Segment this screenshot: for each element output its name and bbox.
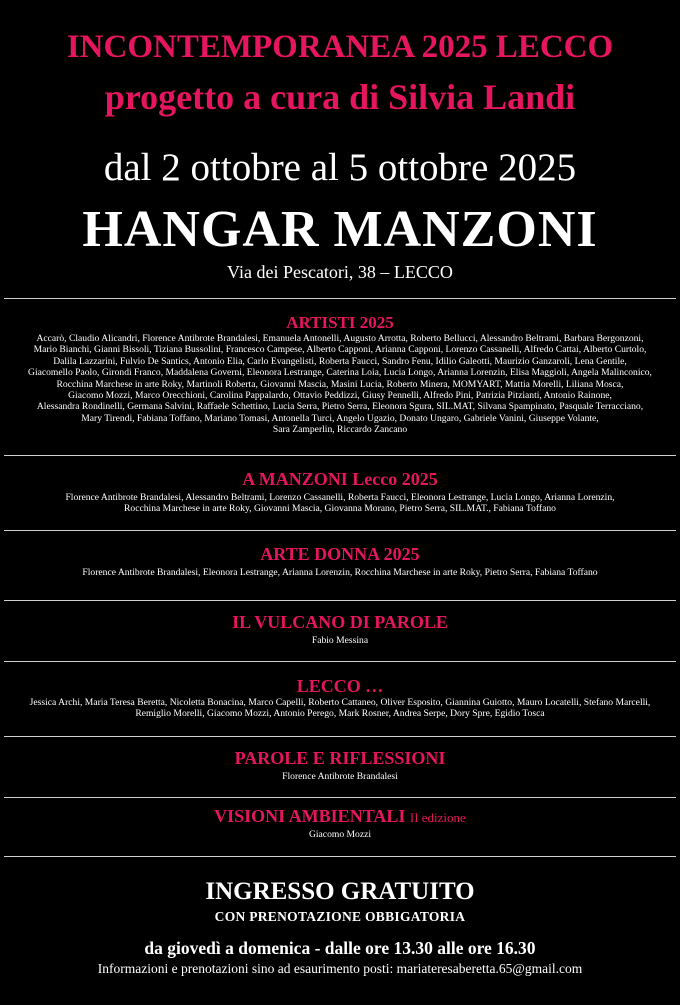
section-title-artisti: ARTISTI 2025: [286, 313, 394, 332]
artist-list: [6, 333, 674, 436]
section-title-parole: PAROLE E RIFLESSIONI: [234, 748, 446, 768]
venue-name: HANGAR MANZONI: [82, 201, 598, 258]
list-line: Alessandra Rondinelli, Germana Salvini, Raffaele Schettino, Lucia Serra, Pietro Serra, Eleonora Sgura, SIL.MAT, Silvana Spampinato, Pasquale Terracciano,: [36, 401, 644, 413]
section-title-manzoni: A MANZONI Lecco 2025: [242, 469, 438, 489]
list-line: Dalila Lazzarini, Fulvio De Santics, Antonio Elia, Carlo Evangelisti, Roberta Faucci, Sandro Fenu, Idilio Galeotti, Maurizio Ganzaroli, Lena Gentile,: [53, 355, 627, 367]
section-title-visioni: [0, 805, 680, 829]
list-line: Rocchina Marchese in arte Roky, Martinoli Roberta, Giovanni Mascia, Masini Lucia, Roberto Minera, MOMYART, Mattia Morelli, Liliana Mosca,: [56, 378, 624, 390]
section-title-vulcano: IL VULCANO DI PAROLE: [232, 612, 448, 632]
list-line: Florence Antibrote Brandalesi, Alessandro Beltrami, Lorenzo Cassanelli, Roberta Faucci, Eleonora Lestrange, Lucia Longo, Arianna Lorenzin,: [65, 492, 615, 503]
list-line: Giacomo Mozzi: [308, 829, 372, 840]
divider: [4, 736, 676, 737]
section-title-lecco: LECCO …: [296, 676, 384, 696]
divider: [4, 856, 676, 857]
divider: [4, 298, 676, 299]
list-line: Jessica Archi, Maria Teresa Beretta, Nicoletta Bonacina, Marco Capelli, Roberto Cattaneo, Oliver Esposito, Giannina Guiotto, Mauro Locatelli, Stefano Marcelli,: [29, 697, 651, 708]
list-line: Rocchina Marchese in arte Roky, Giovanni Mascia, Giovanna Morano, Pietro Serra, SIL.MAT., Fabiana Toffano: [124, 503, 556, 515]
opening-hours: da giovedì a domenica - dalle ore 13.30 alle ore 16.30: [144, 938, 536, 958]
curator-line: progetto a cura di Silvia Landi: [104, 77, 576, 117]
contact-info: Informazioni e prenotazioni sino ad esaurimento posti: mariateresaberetta.65@gmail.com: [97, 961, 583, 976]
divider: [4, 600, 676, 601]
section-title-arte-donna: ARTE DONNA 2025: [260, 544, 420, 564]
visioni-list: [6, 829, 674, 840]
free-entry-heading: INGRESSO GRATUITO: [205, 878, 475, 905]
list-line: Remiglio Morelli, Giacomo Mozzi, Antonio Perego, Mark Rosner, Andrea Serpe, Dory Spre, Egidio Tosca: [135, 708, 545, 720]
vulcano-list: [6, 635, 674, 646]
manzoni-list: [6, 492, 674, 515]
edition-label: II edizione: [409, 810, 466, 825]
event-title: INCONTEMPORANEA 2025 LECCO: [66, 29, 614, 65]
list-line: Sara Zamperlin, Riccardo Zancano: [272, 424, 408, 436]
list-line: Florence Antibrote Brandalesi: [282, 771, 398, 782]
list-line: Mary Tirendi, Fabiana Toffano, Mariano Tomasi, Antonella Turci, Angelo Ugazio, Donato Ungaro, Gabriele Vanini, Giuseppe Volante,: [81, 412, 599, 424]
parole-list: [6, 771, 674, 782]
arte-donna-list: [6, 567, 674, 578]
list-line: Fabio Messina: [311, 635, 369, 646]
list-line: Florence Antibrote Brandalesi, Eleonora Lestrange, Arianna Lorenzin, Rocchina Marchese in arte Roky, Pietro Serra, Fabiana Toffano: [82, 567, 598, 578]
list-line: Giacomo Mozzi, Marco Orecchioni, Carolina Pappalardo, Ottavio Peddizzi, Giusy Pennelli, Alfredo Pini, Patrizia Pitzianti, Antonio Rainone,: [68, 390, 612, 402]
lecco-list: [6, 697, 674, 720]
section-title-text: VISIONI AMBIENTALI: [214, 806, 406, 826]
list-line: Mario Bianchi, Gianni Bissoli, Tiziana Bussolini, Francesco Campese, Alberto Capponi, Arianna Capponi, Lorenzo Cassanelli, Alfredo Cattai, Alberto Curtolo,: [33, 344, 647, 356]
list-line: Giacomello Paolo, Girondi Franco, Maddalena Governi, Eleonora Lestrange, Caterina Loia, Lucia Longo, Arianna Lorenzin, Elisa Maggioli, Angela Malinconico,: [28, 367, 652, 379]
divider: [4, 530, 676, 531]
list-line: Accarò, Claudio Alicandri, Florence Antibrote Brandalesi, Emanuela Antonelli, Augusto Arrotta, Roberto Bellucci, Alessandro Beltrami, Barbara Bergonzoni,: [36, 333, 644, 344]
divider: [4, 661, 676, 662]
venue-address: Via dei Pescatori, 38 – LECCO: [227, 262, 453, 282]
booking-required: CON PRENOTAZIONE OBBIGATORIA: [214, 909, 466, 924]
divider: [4, 455, 676, 456]
event-dates: dal 2 ottobre al 5 ottobre 2025: [103, 146, 577, 189]
divider: [4, 797, 676, 798]
